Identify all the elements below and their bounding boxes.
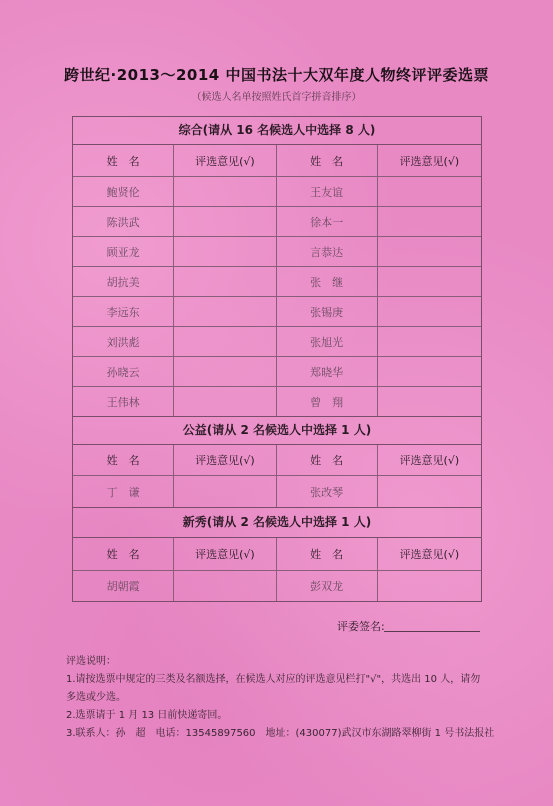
signature-label: 评委签名: — [337, 620, 385, 633]
candidate-row — [73, 357, 481, 387]
vote-cell[interactable] — [174, 387, 276, 416]
instruction-line: 2.选票请于 1 月 13 日前快递寄回。 — [66, 710, 228, 721]
candidate-name: 言恭达 — [277, 237, 378, 266]
candidate-name: 陈洪武 — [73, 207, 174, 236]
vote-cell[interactable] — [174, 237, 276, 266]
vote-cell[interactable] — [378, 297, 481, 326]
candidate-name: 曾 翔 — [277, 387, 378, 416]
candidate-name: 刘洪彪 — [73, 327, 174, 356]
candidate-name: 彭双龙 — [277, 571, 378, 601]
vote-cell[interactable] — [174, 177, 276, 206]
vote-cell[interactable] — [174, 207, 276, 236]
vote-cell[interactable] — [378, 207, 481, 236]
vote-cell[interactable] — [378, 267, 481, 296]
vote-cell[interactable] — [378, 357, 481, 386]
vote-cell[interactable] — [174, 297, 276, 326]
instruction-line: 1.请按选票中规定的三类及名额选择，在候选人对应的评选意见栏打"√"，共选出 10 人，请勿 — [66, 674, 481, 685]
vote-cell[interactable] — [378, 327, 481, 356]
vote-cell[interactable] — [174, 267, 276, 296]
candidate-row — [73, 297, 481, 327]
col-header-opinion: 评选意见(√) — [399, 454, 460, 467]
instruction-line: 多选或少选。 — [66, 692, 126, 703]
candidate-row — [73, 177, 481, 207]
col-header-name: 姓 名 — [73, 145, 174, 176]
candidate-name: 张锡庚 — [277, 297, 378, 326]
candidate-name: 孙晓云 — [73, 357, 174, 386]
section-heading-comprehensive: 综合(请从 16 名候选人中选择 8 人) — [73, 117, 481, 145]
vote-cell[interactable] — [378, 571, 481, 601]
col-header-name: 姓 名 — [277, 445, 378, 475]
col-header-name: 姓 名 — [73, 538, 174, 570]
col-header-name: 姓 名 — [277, 145, 378, 176]
candidate-name: 张旭光 — [277, 327, 378, 356]
section-heading-newcomer: 新秀(请从 2 名候选人中选择 1 人) — [73, 508, 481, 538]
col-header-opinion: 评选意见(√) — [174, 445, 276, 475]
vote-cell[interactable] — [174, 357, 276, 386]
candidate-name: 张 继 — [277, 267, 378, 296]
col-header-opinion: 评选意见(√) — [399, 548, 460, 561]
vote-cell[interactable] — [378, 177, 481, 206]
ballot-title: 跨世纪·2013～2014 中国书法十大双年度人物终评评委选票 — [64, 66, 489, 84]
signature-line[interactable] — [384, 631, 480, 632]
candidate-row — [73, 207, 481, 237]
vote-cell[interactable] — [174, 571, 276, 601]
candidate-name: 胡抗美 — [73, 267, 174, 296]
candidate-name: 李远东 — [73, 297, 174, 326]
col-header-name: 姓 名 — [73, 445, 174, 475]
candidate-name: 丁 谦 — [73, 476, 174, 507]
ballot-table — [72, 116, 482, 602]
candidate-name: 郑晓华 — [277, 357, 378, 386]
instructions — [66, 653, 506, 743]
candidate-row — [73, 387, 481, 417]
table-header-row — [73, 145, 481, 177]
candidate-name: 徐本一 — [277, 207, 378, 236]
instructions-heading: 评选说明： — [66, 656, 116, 667]
candidate-name: 王伟林 — [73, 387, 174, 416]
col-header-opinion: 评选意见(√) — [174, 538, 276, 570]
vote-cell[interactable] — [378, 387, 481, 416]
vote-cell[interactable] — [378, 476, 481, 507]
candidate-row — [73, 327, 481, 357]
candidate-row — [73, 267, 481, 297]
candidate-row — [73, 571, 481, 601]
col-header-name: 姓 名 — [277, 538, 378, 570]
candidate-row — [73, 476, 481, 508]
vote-cell[interactable] — [174, 327, 276, 356]
vote-cell[interactable] — [378, 237, 481, 266]
section-heading-public-welfare: 公益(请从 2 名候选人中选择 1 人) — [73, 417, 481, 445]
vote-cell[interactable] — [174, 476, 276, 507]
col-header-opinion: 评选意见(√) — [174, 145, 276, 176]
candidate-name: 鲍贤伦 — [73, 177, 174, 206]
ballot-subtitle: （候选人名单按照姓氏首字拼音排序） — [191, 92, 362, 103]
col-header-opinion: 评选意见(√) — [399, 154, 460, 168]
table-header-row — [73, 445, 481, 476]
candidate-row — [73, 237, 481, 267]
candidate-name: 顾亚龙 — [73, 237, 174, 266]
candidate-name: 胡朝霞 — [73, 571, 174, 601]
contact-line: 3.联系人：孙 超 电话：13545897560 地址：(430077)武汉市东湖路翠柳街 1 号书法报社 — [66, 728, 495, 739]
candidate-name: 王友谊 — [277, 177, 378, 206]
candidate-name: 张改琴 — [277, 476, 378, 507]
table-header-row — [73, 538, 481, 571]
